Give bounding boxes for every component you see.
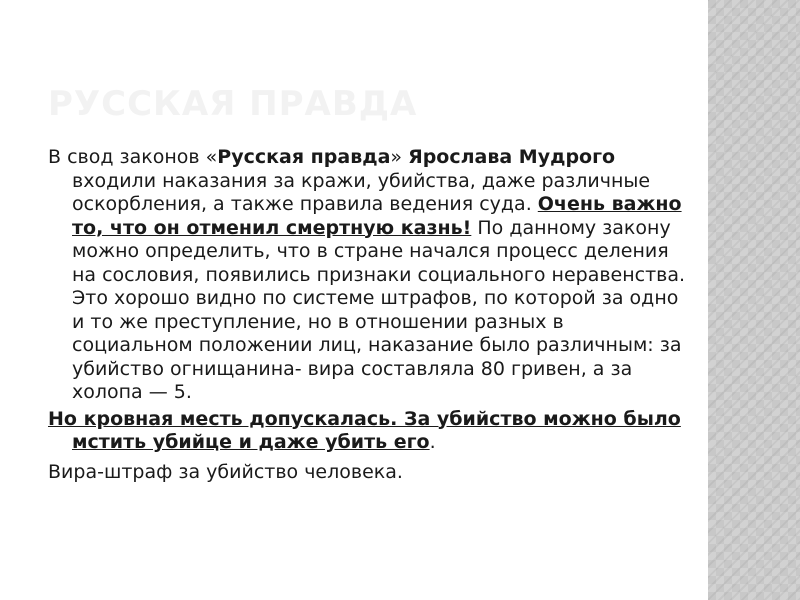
slide-body: [48, 146, 688, 487]
paragraph-3: Вира-штраф за убийство человека.: [48, 460, 403, 483]
decorative-side-pattern: [708, 0, 800, 600]
text-run: В свод законов «: [48, 146, 218, 168]
text-run: По данному закону можно определить, что в стране начался процесс деления на сословия, появились признаки социального неравенства. Это хорошо видно по системе штрафов, по которой за одно и то же преступление, но в отношении разных в социальном положении лиц, наказание было различным: за убийство огнищанина- вира составляла 80 гривен, а за холопа — 5.: [72, 216, 686, 403]
text-run: »: [390, 146, 409, 168]
text-run: входили наказания за кражи, убийства, даже различные оскорбления, а также правила ведения суда.: [72, 169, 651, 215]
paragraph-2: [48, 408, 688, 455]
slide-title: РУССКАЯ ПРАВДА: [48, 84, 418, 124]
emphasized-blood-feud: Но кровная месть допускалась. За убийство можно было мстить убийце и даже убить его: [48, 407, 681, 453]
text-run: .: [429, 431, 436, 453]
bold-ruler-name: Ярослава Мудрого: [408, 146, 616, 168]
bold-law-name: Русская правда: [217, 146, 391, 168]
paragraph-1: [48, 146, 688, 405]
emphasized-statement: Очень важно то, что он отменил смертную казнь!: [72, 193, 682, 239]
